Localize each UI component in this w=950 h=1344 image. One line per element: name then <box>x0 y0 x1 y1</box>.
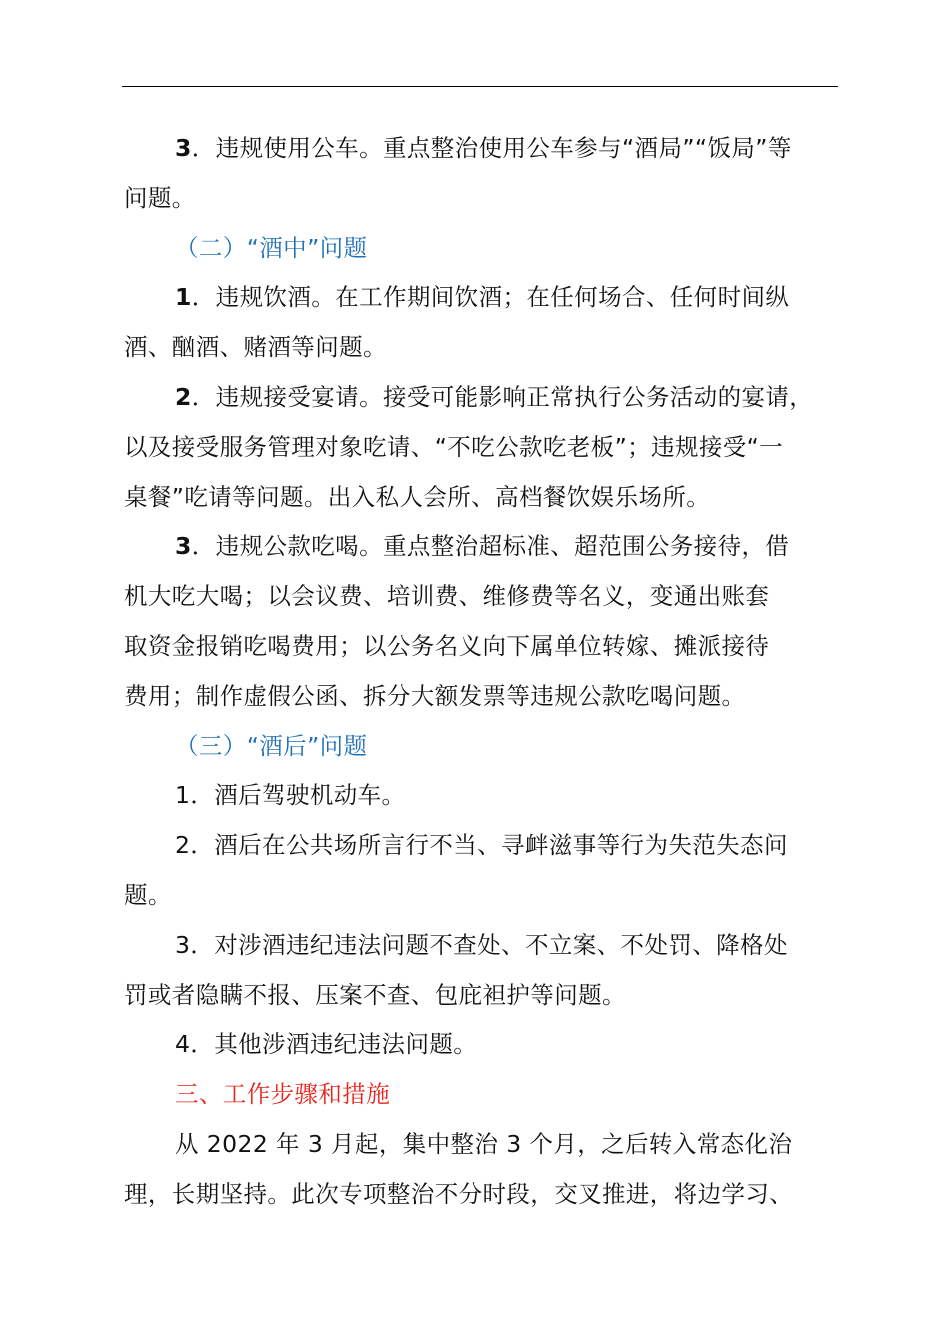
paragraph-line <box>124 423 840 473</box>
text-line: 从 2022 年 3 月起，集中整治 3 个月，之后转入常态化治 <box>175 1129 793 1158</box>
paragraph-line <box>124 622 840 672</box>
text-line: 2．酒后在公共场所言行不当、寻衅滋事等行为失范失态问 <box>175 831 788 860</box>
paragraph-other-violations <box>124 1020 840 1070</box>
section-heading-steps-measures: 三、工作步骤和措施 <box>175 1080 391 1109</box>
item-number: 3 <box>175 532 192 561</box>
text-line: ．违规使用公车。重点整治使用公车参与“酒局”“饭局”等 <box>191 134 792 162</box>
text-line: 4．其他涉酒违纪违法问题。 <box>175 1030 478 1059</box>
text-line: 机大吃大喝；以会议费、培训费、维修费等名义，变通出账套 <box>124 582 770 611</box>
text-line: 理，长期坚持。此次专项整治不分时段，交叉推进，将边学习、 <box>124 1179 794 1208</box>
text-line: ．违规公款吃喝。重点整治超标准、超范围公务接待，借 <box>191 532 790 561</box>
paragraph-item-3-public-funds <box>124 522 840 572</box>
paragraph-line <box>124 174 840 224</box>
paragraph-item-3-official-car <box>124 124 840 174</box>
paragraph-line <box>124 572 840 622</box>
paragraph-not-investigating <box>124 921 840 971</box>
paragraph-line <box>124 871 840 921</box>
document-body <box>124 124 840 1220</box>
text-line: 问题。 <box>124 183 196 212</box>
text-line: 题。 <box>124 880 172 909</box>
text-line: 1．酒后驾驶机动车。 <box>175 781 406 810</box>
paragraph-line <box>124 323 840 373</box>
subheading-after-drinking: （三）“酒后”问题 <box>175 731 368 760</box>
paragraph-public-misconduct <box>124 821 840 871</box>
paragraph-item-2-banquet <box>124 373 840 423</box>
text-line: 3．对涉酒违纪违法问题不查处、不立案、不处罚、降格处 <box>175 930 788 959</box>
paragraph-drunk-driving <box>124 771 840 821</box>
text-line: ．违规接受宴请。接受可能影响正常执行公务活动的宴请， <box>191 382 814 411</box>
paragraph-line <box>124 473 840 523</box>
paragraph-item-1-drinking <box>124 273 840 323</box>
text-line: 以及接受服务管理对象吃请、“不吃公款吃老板”；违规接受“一 <box>124 432 784 461</box>
item-number: 1 <box>175 283 192 312</box>
subheading-during-drinking: （二）“酒中”问题 <box>175 233 368 262</box>
item-number: 2 <box>175 382 192 411</box>
item-number: 3 <box>175 134 192 162</box>
text-line: 酒、酗酒、赌酒等问题。 <box>124 333 387 362</box>
text-line: 罚或者隐瞒不报、压案不查、包庇袒护等问题。 <box>124 980 626 1009</box>
text-line: 取资金报销吃喝费用；以公务名义向下属单位转嫁、摊派接待 <box>124 631 770 660</box>
paragraph-timeline <box>124 1120 840 1170</box>
text-line: 桌餐”吃请等问题。出入私人会所、高档餐饮娱乐场所。 <box>124 482 711 511</box>
header-rule <box>122 86 838 87</box>
text-line: 费用；制作虚假公函、拆分大额发票等违规公款吃喝问题。 <box>124 681 746 710</box>
paragraph-line <box>124 971 840 1021</box>
paragraph-line <box>124 672 840 722</box>
paragraph-line <box>124 1170 840 1220</box>
text-line: ．违规饮酒。在工作期间饮酒；在任何场合、任何时间纵 <box>191 283 790 312</box>
